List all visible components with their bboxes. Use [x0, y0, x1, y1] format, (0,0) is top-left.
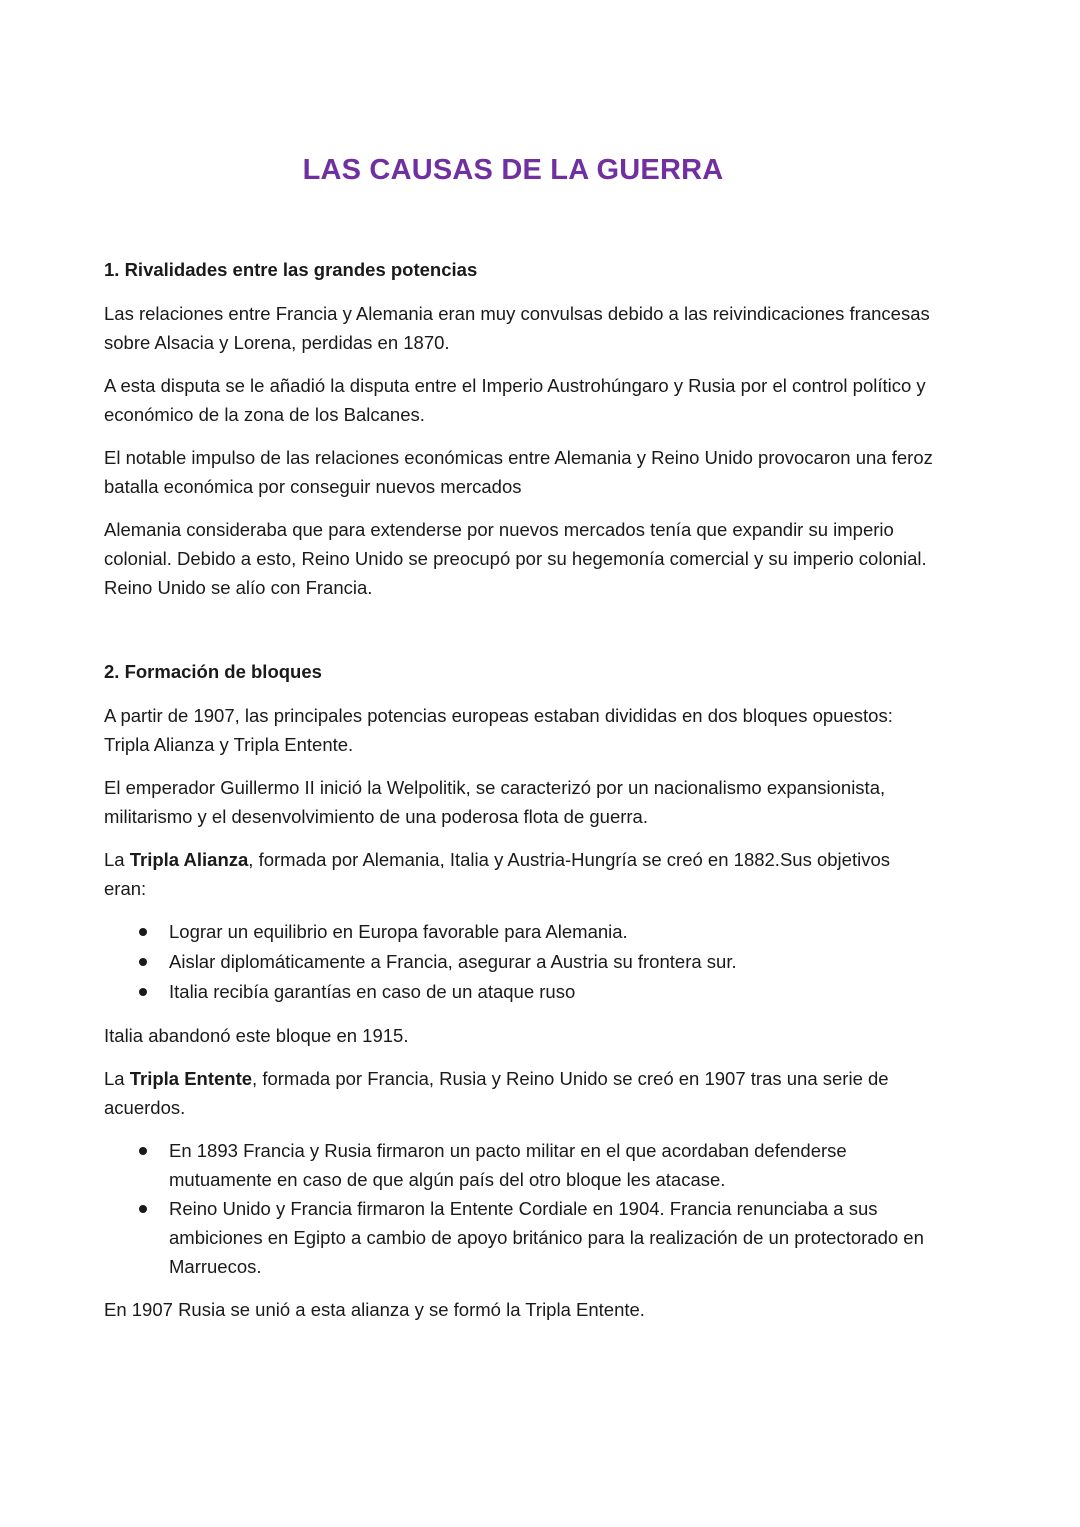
paragraph: En 1907 Rusia se unió a esta alianza y se formó la Tripla Entente. [104, 1299, 645, 1320]
paragraph-tripla-alianza [104, 845, 934, 903]
section-heading: 1. Rivalidades entre las grandes potencias [104, 259, 478, 280]
section-rivalidades [104, 258, 934, 616]
bullet-list-alianza [104, 917, 934, 1007]
paragraph-tripla-entente [104, 1064, 934, 1122]
paragraph: Italia abandonó este bloque en 1915. [104, 1025, 409, 1046]
bullet-list-entente [104, 1136, 934, 1281]
list-item: Italia recibía garantías en caso de un ataque ruso [169, 977, 934, 1007]
page-title: LAS CAUSAS DE LA GUERRA [302, 154, 724, 186]
paragraph: A partir de 1907, las principales potencias europeas estaban divididas en dos bloques opuestos: Tripla Alianza y Tripla Entente. [104, 705, 893, 755]
paragraph: Alemania consideraba que para extenderse por nuevos mercados tenía que expandir su imperio colonial. Debido a esto, Reino Unido se preocupó por su hegemonía comercial y su imperio colonial. Reino Unido se alío con Francia. [104, 519, 927, 598]
bold-term: Tripla Alianza [129, 849, 249, 870]
list-item: Aislar diplomáticamente a Francia, asegurar a Austria su frontera sur. [169, 947, 934, 977]
list-item: En 1893 Francia y Rusia firmaron un pacto militar en el que acordaban defenderse mutuamente en caso de que algún país del otro bloque les atacase. [169, 1136, 934, 1194]
text: , formada por Francia, Rusia y Reino Unido se creó en 1907 tras una serie de acuerdos. [104, 1068, 889, 1118]
text: La [104, 849, 130, 870]
text: La [104, 1068, 130, 1089]
section-bloques [104, 660, 934, 1338]
paragraph: Las relaciones entre Francia y Alemania eran muy convulsas debido a las reivindicaciones francesas sobre Alsacia y Lorena, perdidas en 1870. [104, 303, 930, 353]
paragraph: A esta disputa se le añadió la disputa entre el Imperio Austrohúngaro y Rusia por el control político y económico de la zona de los Balcanes. [104, 375, 926, 425]
list-item: Lograr un equilibrio en Europa favorable para Alemania. [169, 917, 934, 947]
bold-term: Tripla Entente [129, 1068, 253, 1089]
section-heading: 2. Formación de bloques [104, 661, 322, 682]
text: , formada por Alemania, Italia y Austria-Hungría se creó en 1882.Sus objetivos eran: [104, 849, 890, 899]
paragraph: El emperador Guillermo II inició la Welpolitik, se caracterizó por un nacionalismo expansionista, militarismo y el desenvolvimiento de una poderosa flota de guerra. [104, 777, 886, 827]
paragraph: El notable impulso de las relaciones económicas entre Alemania y Reino Unido provocaron una feroz batalla económica por conseguir nuevos mercados [104, 447, 933, 497]
list-item: Reino Unido y Francia firmaron la Entente Cordiale en 1904. Francia renunciaba a sus ambiciones en Egipto a cambio de apoyo británico para la realización de un protectorado en Marruecos. [169, 1194, 934, 1281]
